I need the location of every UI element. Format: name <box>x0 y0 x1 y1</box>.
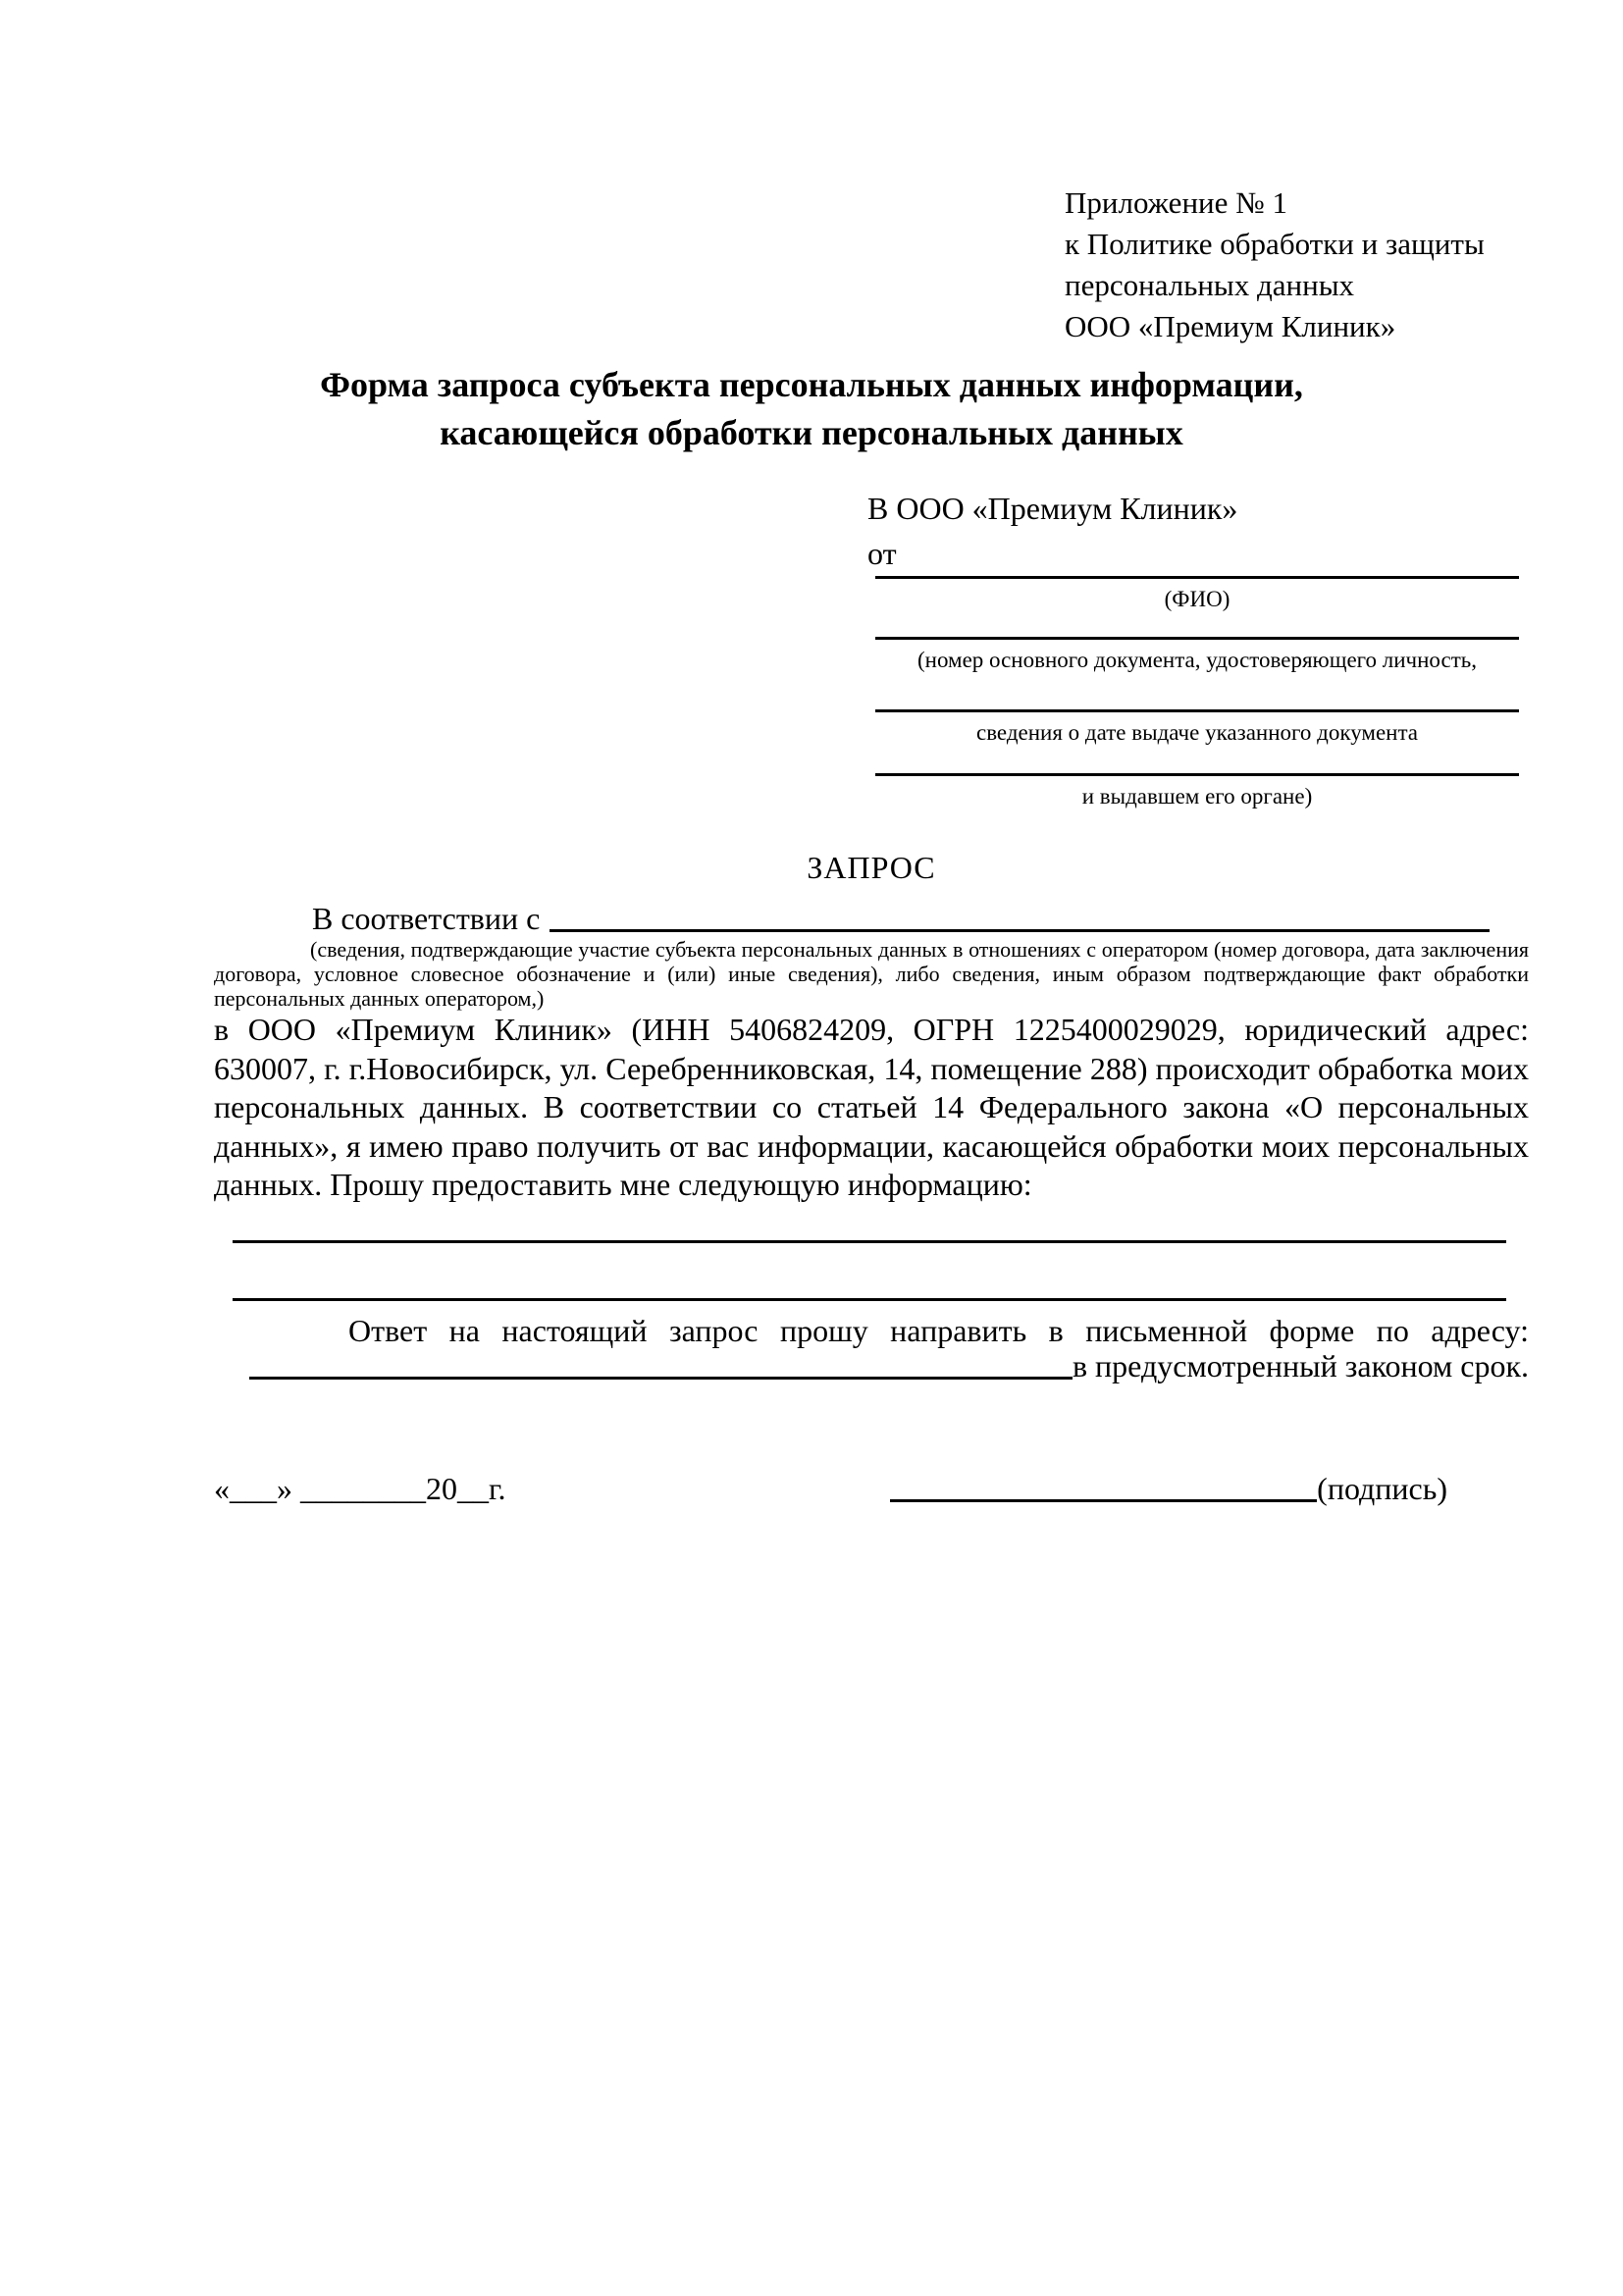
date-blank: «___» ________20__г. <box>214 1471 506 1506</box>
information-blank-line <box>233 1240 1506 1243</box>
reply-address-row <box>214 1346 1529 1385</box>
appendix-reference-block <box>1065 183 1485 347</box>
information-blank-line <box>233 1298 1506 1301</box>
signature-blank-line <box>890 1499 1317 1502</box>
addressee-from-label: от <box>867 536 897 571</box>
request-heading: ЗАПРОС <box>807 850 936 885</box>
basis-blank-line <box>550 929 1490 932</box>
signature-caption: (подпись) <box>1317 1471 1447 1506</box>
appendix-line: к Политике обработки и защиты <box>1065 227 1485 261</box>
appendix-line: Приложение № 1 <box>1065 185 1287 220</box>
request-body-paragraph: в ООО «Премиум Клиник» (ИНН 5406824209, ОГРН 1225400029029, юридический адрес: 630007, г. г.Новосибирск, ул. Серебренниковская, 14, помещение 288) происходит обработка моих персональных данных. В соответствии со статьей 14 Федерального закона «О персональных данных», я имею право получить от вас информации, касающейся обработки моих персональных данных. Прошу предоставить мне следующую информацию: <box>214 1012 1529 1202</box>
issue-date-caption: сведения о дате выдаче указанного документа <box>975 720 1419 745</box>
document-title <box>0 361 1623 457</box>
intro-prefix: В соответствии с <box>312 901 541 936</box>
reply-suffix: в предусмотренный законом срок. <box>1072 1348 1529 1383</box>
fio-caption: (ФИО) <box>1164 587 1230 611</box>
addressee-to: В ООО «Премиум Клиник» <box>867 491 1238 526</box>
fine-print-note: (сведения, подтверждающие участие субъекта персональных данных в отношениях с оператором (номер договора, дата заключения договора, условное словесное обозначение и (или) иные сведения), либо сведения, иным образом подтверждающие факт обработки персональных данных оператором,) <box>214 937 1529 1011</box>
appendix-line: ООО «Премиум Клиник» <box>1065 309 1396 343</box>
issue-date-blank-line <box>875 709 1519 712</box>
signature-row <box>890 1469 1447 1508</box>
address-blank-line <box>249 1377 1073 1380</box>
issuing-authority-caption: и выдавшем его органе) <box>1081 784 1313 809</box>
issuing-authority-blank-line <box>875 773 1519 776</box>
fio-blank-line <box>875 576 1519 579</box>
reply-instruction: Ответ на настоящий запрос прошу направить в письменной форме по адресу: <box>348 1313 1529 1348</box>
document-number-caption: (номер основного документа, удостоверяющего личность, <box>916 648 1477 672</box>
addressee-block <box>867 491 1527 824</box>
document-title-line: Форма запроса субъекта персональных данных информации, <box>320 365 1303 404</box>
intro-row <box>214 899 1490 938</box>
document-number-blank-line <box>875 637 1519 640</box>
appendix-line: персональных данных <box>1065 268 1355 302</box>
document-title-line: касающейся обработки персональных данных <box>440 413 1183 452</box>
